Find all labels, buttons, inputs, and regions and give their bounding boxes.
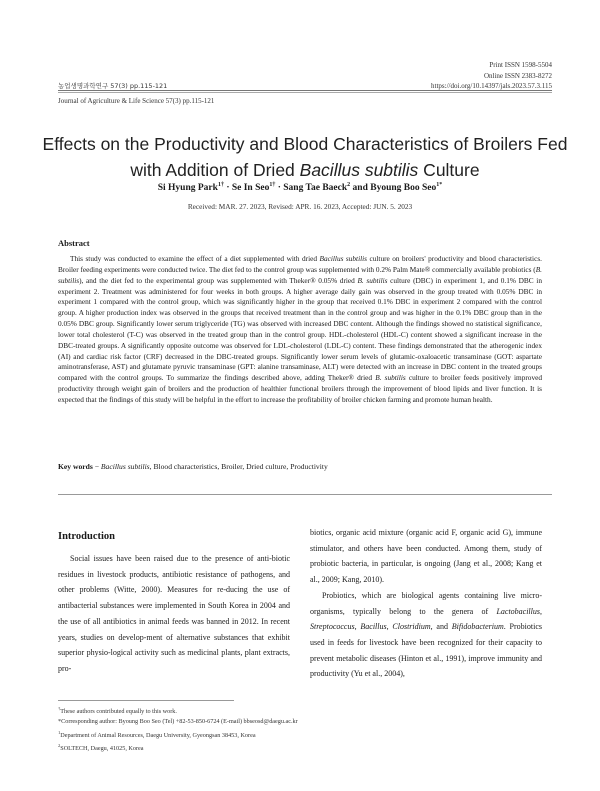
footnote-text: SOLTECH, Daegu, 41025, Korea	[60, 745, 144, 753]
doi-link[interactable]: https://doi.org/10.14397/jals.2023.57.3.115	[431, 82, 552, 90]
genus-name: Bacillus	[360, 622, 387, 632]
footnote-mark: †	[58, 706, 61, 711]
intro-text: ,	[540, 606, 542, 616]
intro-text: , and	[430, 622, 452, 632]
footnote-mark: 1	[58, 729, 61, 735]
abstract-paragraph	[58, 254, 542, 406]
author-name: Se In Seo	[231, 183, 270, 194]
genus-name: Clostridium	[392, 622, 431, 632]
keyword-species: Bacillus subtilis	[100, 462, 150, 471]
footnote-affiliation-1	[58, 728, 542, 741]
intro-paragraph	[310, 588, 542, 682]
footnote-mark: 2	[58, 743, 61, 749]
author-affiliation-mark: 2	[347, 182, 351, 188]
paper-title	[40, 131, 570, 183]
abstract-text: culture to broiler feeds positively improved productivity through weight gain of broilers and the production of healthier functional broilers through the improvement of blood lipids and liver function. It is expected that the findings of this study will be helpful in the effort to increase the profitability of broiler chicken farming and promote human health.	[58, 373, 542, 404]
abstract-species: B. subtilis	[357, 275, 388, 285]
author-affiliation-mark: 1†	[269, 182, 276, 188]
journal-korean: 농업생명과학연구 57(3) pp.115-121	[58, 82, 168, 90]
keywords-rest: , Blood characteristics, Broiler, Dried culture, Productivity	[149, 462, 328, 471]
section-divider	[58, 494, 552, 495]
footnote-text: These authors contributed equally to this work.	[60, 708, 177, 716]
keywords-sep: −	[92, 462, 101, 471]
abstract-species: Bacillus subtilis	[319, 254, 368, 263]
intro-text: ,	[386, 622, 393, 632]
right-column	[310, 525, 542, 682]
intro-paragraph: biotics, organic acid mixture (organic acid F, organic acid G), immune stimulator, and others have been conducted. Among them, study of probiotic bacteria, in particular, is ongoing (Jang et al., 2008; Kang et al., 2009; Kang, 2010).	[310, 528, 542, 585]
footnote-equal-contribution	[58, 704, 542, 717]
author-name: Sang Tae Baeck	[283, 183, 348, 194]
left-column	[58, 551, 290, 677]
author-list	[40, 182, 560, 193]
intro-paragraph: Social issues have been raised due to the presence of anti-biotic residues in livestock products, antibiotic resistance of pathogens, and other problems (Witte, 2000). Measures for re-ducing the use of antibacterial substances were implemented in South Korea in 2004 and the use of all antibiotics in animal feeds was banned in 2012. In recent years, studies on develop-ment of alternative substances that exhibit superior physio-logical activity such as medicinal plants, plant extracts, pro-	[58, 554, 290, 673]
footnote-affiliation-2	[58, 741, 542, 754]
intro-text: Probiotics, which are biological agents containing live micro-organisms, typically belong to the genera of	[310, 590, 542, 616]
abstract-heading: Abstract	[58, 238, 90, 248]
abstract-body	[58, 254, 542, 406]
author-separator: ·	[275, 183, 284, 194]
abstract-text: culture on broilers' productivity and blood characteristics. Broiler feeding experiments were conducted twice. The diet fed to the control group was supplemented with 0.2% Palm Mate® commercially available probiotics (	[58, 254, 542, 274]
author-and: and	[350, 183, 371, 194]
abstract-text: culture (DBC) in experiment 1, and 0.1% DBC in experiment 2. Treatment was administered for four weeks in both groups. A higher average daily gain was observed in the group treated with 0.05% DBC in experiment 1 compared with the control group, which was significantly higher in the group that received 0.1% DBC in experiment 2 compared with the control group. A higher production index was observed in the groups that received treatment than in the control group and was higher in the 0.1% DBC group than in the 0.05% DBC group. Significantly lower serum triglyceride (TG) was observed with increased DBC content. Although the findings showed no statistical significance, lower total cholesterol (T-C) was observed in the treated group than in the control group. HDL-cholesterol (HDL-C) content showed a significant increase in the DBC-treated groups. A significantly opposite outcome was observed for LDL-cholesterol (LDL-C) content. These findings demonstrated that the atherogenic index (AI) and cardiac risk factor (CRF) decreased in the DBC-treated groups. Significantly lower serum levels of glutamic-oxaloacetic transaminase (GOT: aspartate aminotransferase, AST) and glutamate pyruvic transaminase (GPT: alanine transaminase, ALT) were detected with an increase in DBC content in the treated groups compared with the control groups. To summarize the findings described above, adding Theker® dried	[58, 275, 542, 383]
received-dates: Received: MAR. 27. 2023, Revised: APR. 16. 2023, Accepted: JUN. 5. 2023	[187, 202, 413, 211]
abstract-text: This study was conducted to examine the effect of a diet supplemented with dried	[70, 254, 320, 263]
keywords-label: Key words	[58, 462, 93, 471]
author-separator: ·	[223, 183, 232, 194]
title-line-2-pre: with Addition of Dried	[130, 160, 300, 180]
footnote-corresponding: *Corresponding author: Byoung Boo Seo (Tel) +82-53-850-6724 (E-mail) bbseosd@daegu.ac.kr	[58, 718, 298, 726]
title-species: Bacillus subtilis	[299, 160, 419, 180]
title-line-2-post: Culture	[418, 160, 480, 180]
genus-name: Lactobacillus	[496, 606, 540, 616]
title-line-1: Effects on the Productivity and Blood Characteristics of Broilers Fed	[42, 134, 568, 154]
genus-name: Streptococcus	[310, 622, 355, 632]
author-name: Byoung Boo Seo	[370, 183, 437, 194]
author-affiliation-mark: 1*	[436, 182, 443, 188]
abstract-species: B. subtilis	[58, 264, 542, 285]
intro-text: . Probiotics used in feeds for livestock have been recognized for their capacity to prevent metabolic diseases (Hinton et al., 1991), improve immunity and productivity (Yu et al., 2004),	[310, 622, 543, 679]
introduction-heading: Introduction	[58, 531, 115, 542]
abstract-species: B. subtilis	[375, 373, 406, 383]
footnote-rule	[58, 700, 234, 701]
header-rule	[58, 90, 552, 91]
header-rule-thin	[58, 92, 552, 93]
footnote-text: Department of Animal Resources, Daegu University, Gyeongsan 38453, Korea	[60, 731, 256, 739]
intro-text: ,	[354, 622, 361, 632]
journal-english: Journal of Agriculture & Life Science 57(3) pp.115-121	[58, 97, 215, 105]
genus-name: Bifidobacterium	[451, 622, 504, 632]
abstract-text: ), and the diet fed to the experimental group was supplemented with Theker® 0.05% dried	[79, 275, 358, 285]
issn-online: Online ISSN 2383-8272	[483, 72, 552, 80]
author-affiliation-mark: 1†	[217, 182, 224, 188]
issn-print: Print ISSN 1598-5504	[489, 61, 552, 69]
keywords-line	[58, 462, 542, 471]
title-line-2	[40, 157, 570, 183]
footnotes	[58, 704, 542, 754]
author-name: Si Hyung Park	[157, 183, 218, 194]
